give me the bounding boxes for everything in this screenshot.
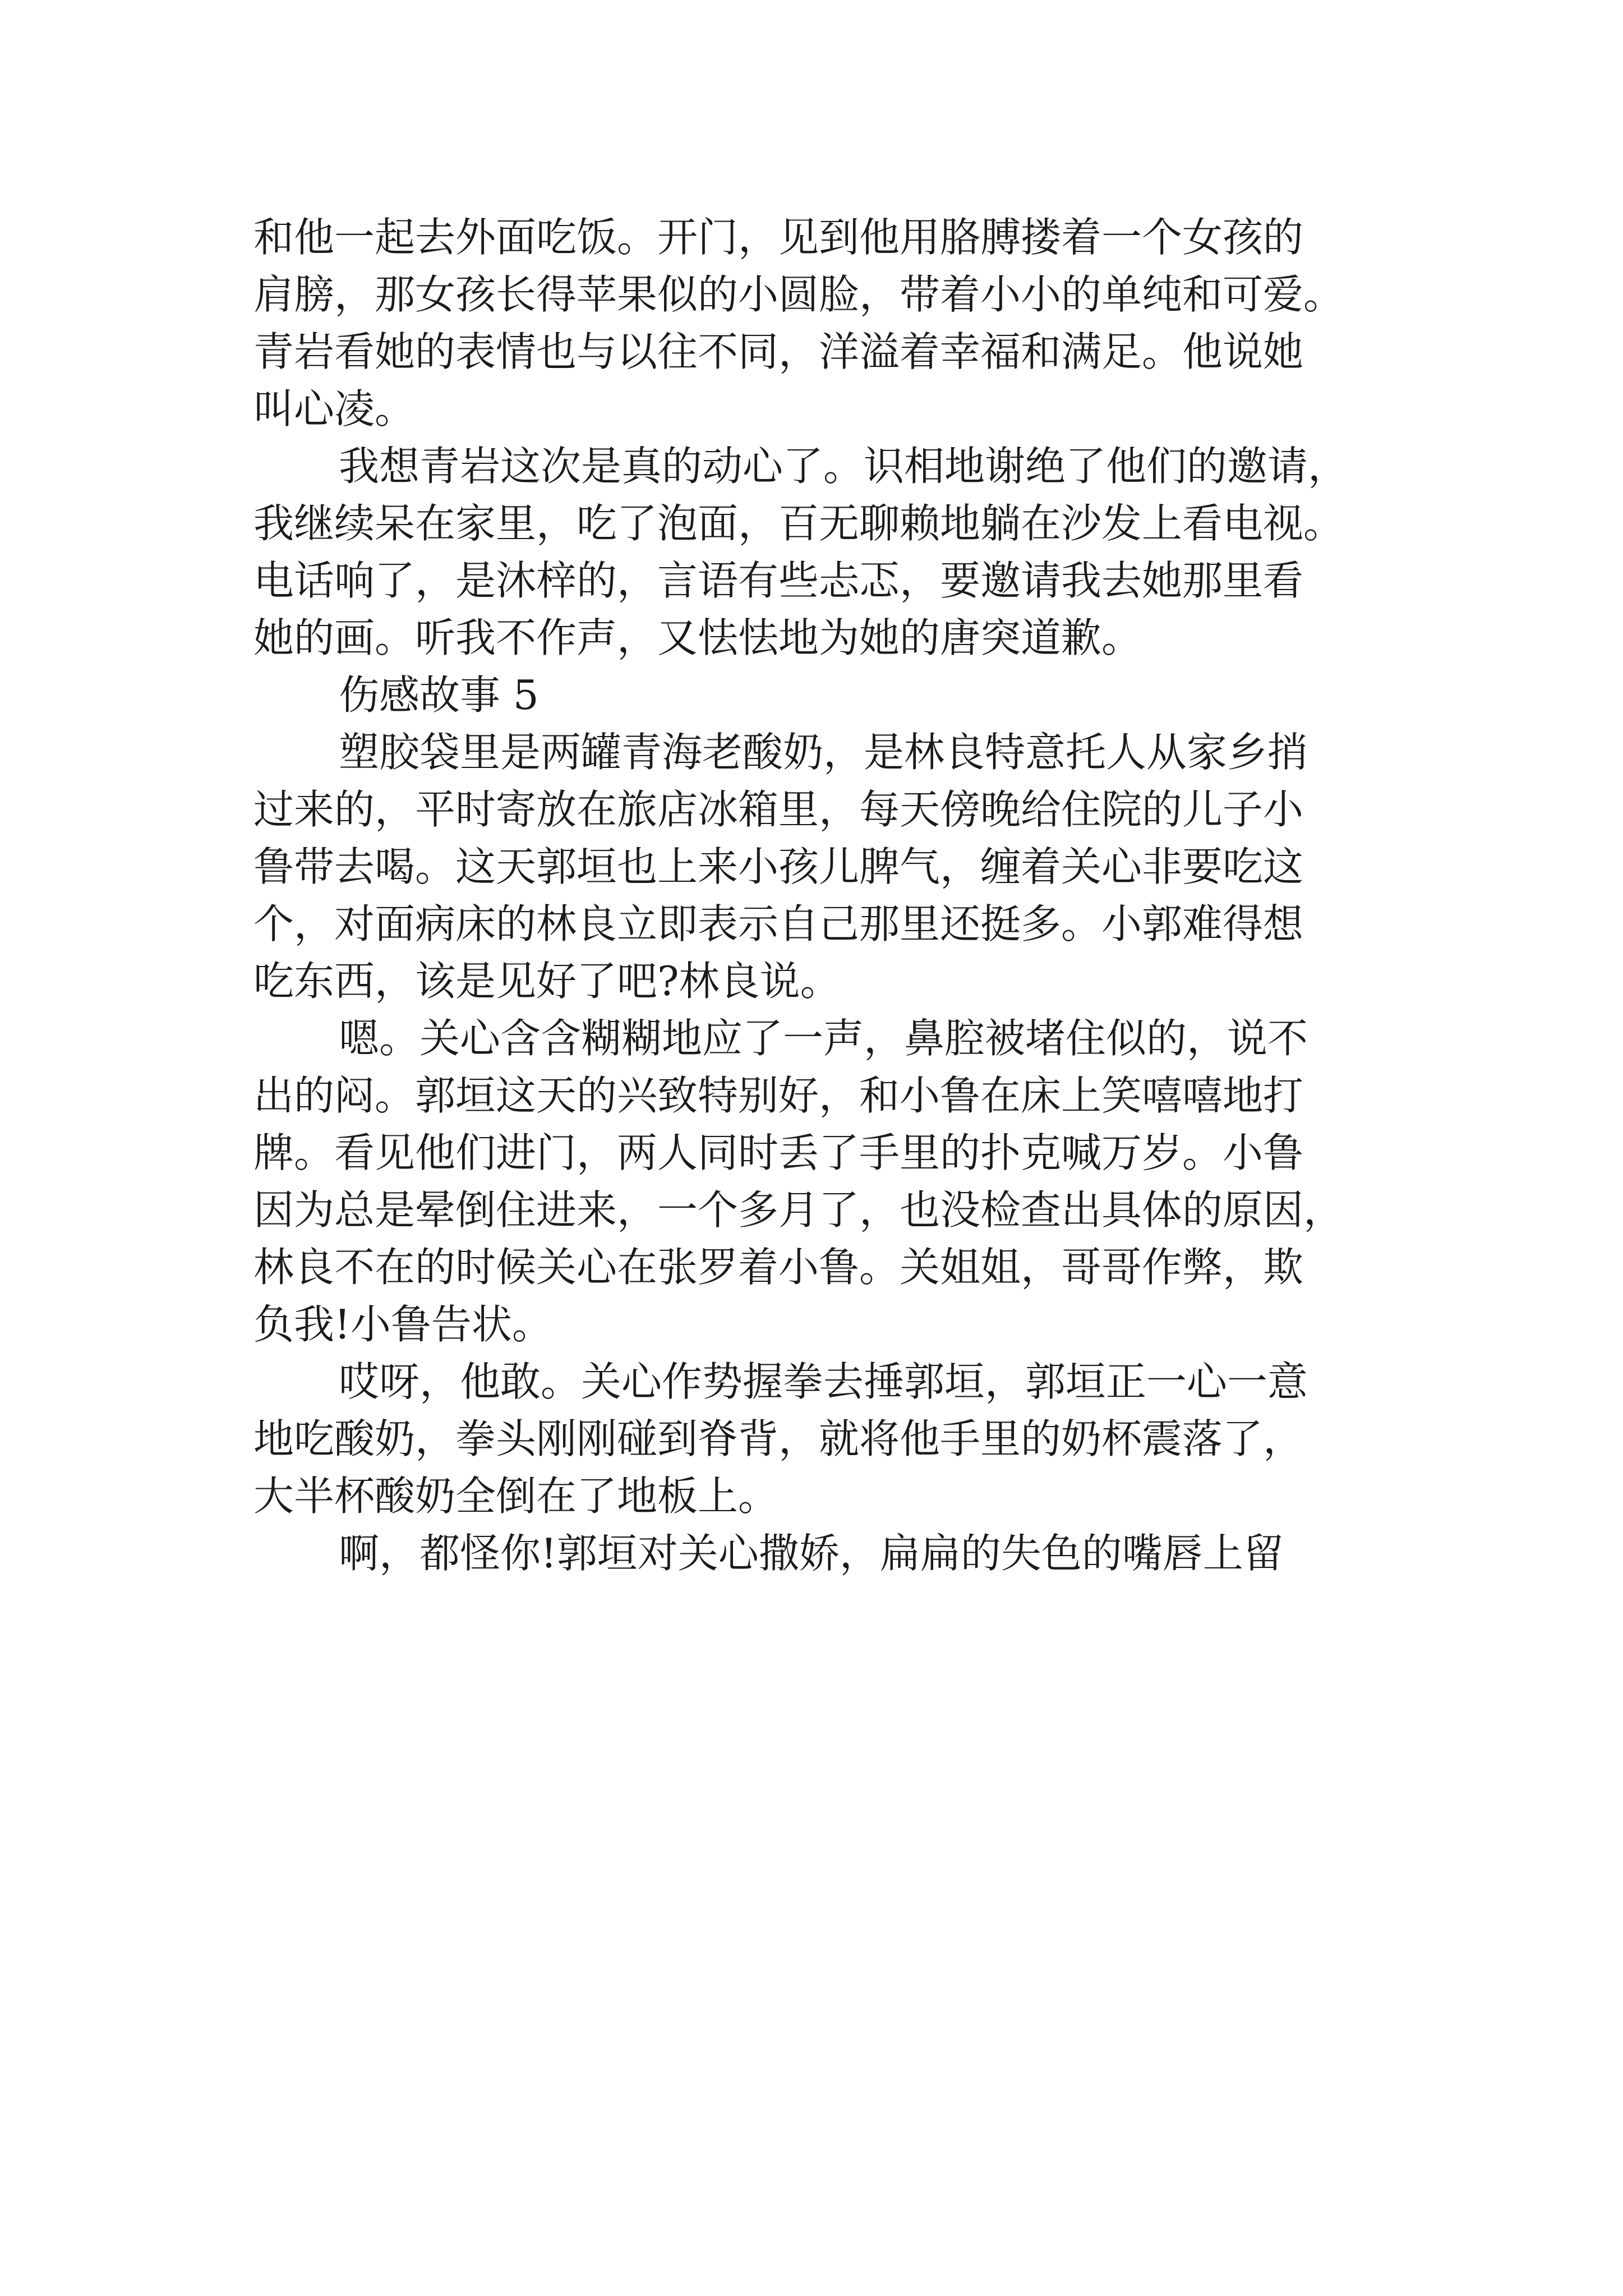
- paragraph-first-line: 塑胶袋里是两罐青海老酸奶，是林良特意托人从家乡捎: [339, 729, 1308, 776]
- paragraph-first-line: 嗯。关心含含糊糊地应了一声，鼻腔被堵住似的，说不: [339, 1015, 1308, 1062]
- paragraph-first-line: 啊，都怪你!郭垣对关心撒娇，扁扁的失色的嘴唇上留: [339, 1530, 1284, 1577]
- text-line: 青岩看她的表情也与以往不同，洋溢着幸福和满足。他说她: [253, 328, 1304, 375]
- text-line: 大半杯酸奶全倒在了地板上。: [253, 1473, 779, 1520]
- section-heading: 伤感故事 5: [339, 671, 539, 719]
- text-line: 和他一起去外面吃饭。开门，见到他用胳膊搂着一个女孩的: [253, 214, 1304, 261]
- text-line: 出的闷。郭垣这天的兴致特别好，和小鲁在床上笑嘻嘻地打: [253, 1072, 1304, 1119]
- text-line: 负我!小鲁告状。: [253, 1301, 552, 1348]
- text-line: 地吃酸奶，拳头刚刚碰到脊背，就将他手里的奶杯震落了，: [253, 1415, 1304, 1462]
- text-line: 因为总是晕倒住进来，一个多月了，也没检查出具体的原因，: [253, 1186, 1344, 1234]
- text-line: 吃东西，该是见好了吧?林良说。: [253, 958, 841, 1005]
- text-line: 林良不在的时候关心在张罗着小鲁。关姐姐，哥哥作弊，欺: [253, 1244, 1304, 1291]
- text-line: 鲁带去喝。这天郭垣也上来小孩儿脾气，缠着关心非要吃这: [253, 843, 1304, 890]
- text-line: 肩膀，那女孩长得苹果似的小圆脸，带着小小的单纯和可爱。: [253, 271, 1344, 318]
- document-body: [253, 209, 1381, 1582]
- text-line: 我继续呆在家里，吃了泡面，百无聊赖地躺在沙发上看电视。: [253, 500, 1344, 547]
- text-line: 电话响了，是沐梓的，言语有些忐忑，要邀请我去她那里看: [253, 557, 1304, 604]
- text-line: 她的画。听我不作声，又怯怯地为她的唐突道歉。: [253, 614, 1142, 661]
- text-line: 个，对面病床的林良立即表示自己那里还挺多。小郭难得想: [253, 900, 1304, 947]
- text-line: 牌。看见他们进门，两人同时丢了手里的扑克喊万岁。小鲁: [253, 1129, 1304, 1176]
- text-line: 叫心凌。: [253, 385, 416, 432]
- paragraph-first-line: 我想青岩这次是真的动心了。识相地谢绝了他们的邀请，: [339, 443, 1349, 490]
- paragraph-first-line: 哎呀，他敢。关心作势握拳去捶郭垣，郭垣正一心一意: [339, 1358, 1308, 1405]
- text-line: 过来的，平时寄放在旅店冰箱里，每天傍晚给住院的儿子小: [253, 786, 1304, 833]
